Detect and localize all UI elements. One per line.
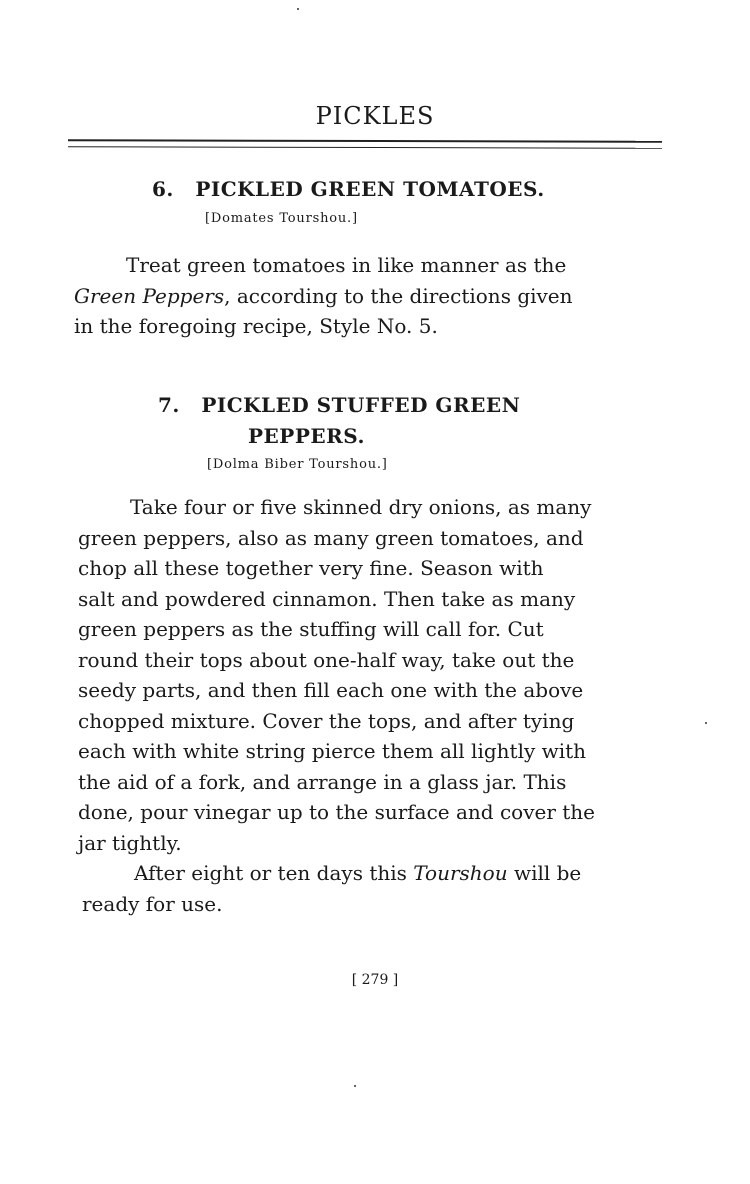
recipe-6-line-2-rest: , according to the directions given [224,283,573,308]
recipe-7-paragraph-2-line-2: ready for use. [82,891,223,916]
scan-speck [297,8,299,10]
scan-speck [705,722,707,724]
recipe-7-title-line-1: PICKLED STUFFED GREEN [201,393,521,417]
header-rule-thin [68,146,662,149]
recipe-7-line: chopped mixture. Cover the tops, and after tying [78,708,575,733]
scan-speck [354,1085,356,1087]
recipe-7-para2-after: will be [507,861,582,885]
recipe-7-line: green peppers as the stuffing will call for. Cut [78,617,544,641]
recipe-7-line: round their tops about one-half way, take out the [78,647,575,672]
running-head: PICKLES [315,102,435,130]
recipe-6-title: PICKLED GREEN TOMATOES. [195,177,545,201]
recipe-7-native-name: [Dolma Biber Tourshou.] [207,457,388,472]
recipe-7-line: seedy parts, and then fill each one with the above [78,678,584,702]
recipe-7-paragraph-1 [78,492,678,858]
recipe-7-heading [158,393,520,417]
header-rule-thick [68,139,662,143]
recipe-6-body [74,250,674,342]
recipe-7-line: jar tightly. [78,830,182,855]
recipe-7-line: green peppers, also as many green tomatoes, and [78,525,584,550]
recipe-6-heading [152,177,545,201]
recipe-7-para2-italic: Tourshou [413,861,508,885]
recipe-7-line: chop all these together very fine. Season with [78,556,544,580]
recipe-7-number: 7. [158,393,180,417]
recipe-7-paragraph-2 [82,858,682,919]
recipe-7-paragraph-2-line-1 [82,858,682,889]
recipe-7-line: the aid of a fork, and arrange in a glass jar. This [78,769,567,794]
recipe-6-line-3: in the foregoing recipe, Style No. 5. [74,314,438,338]
recipe-7-line: Take four or five skinned dry onions, as many [130,495,592,519]
recipe-7-line: done, pour vinegar up to the surface and cover the [78,800,596,824]
recipe-6-line-2 [74,281,674,312]
recipe-7-title-line-2: PEPPERS. [248,424,365,448]
recipe-7-para2-before: After eight or ten days this [134,861,414,885]
recipe-6-number: 6. [152,177,174,201]
recipe-6-italic-reference: Green Peppers [74,283,225,308]
recipe-7-line: each with white string pierce them all lightly with [78,739,587,763]
recipe-6-line-1: Treat green tomatoes in like manner as the [126,253,567,277]
recipe-6-native-name: [Domates Tourshou.] [205,211,358,226]
recipe-7-line: salt and powdered cinnamon. Then take as many [78,586,576,611]
page-number: [ 279 ] [351,972,399,988]
